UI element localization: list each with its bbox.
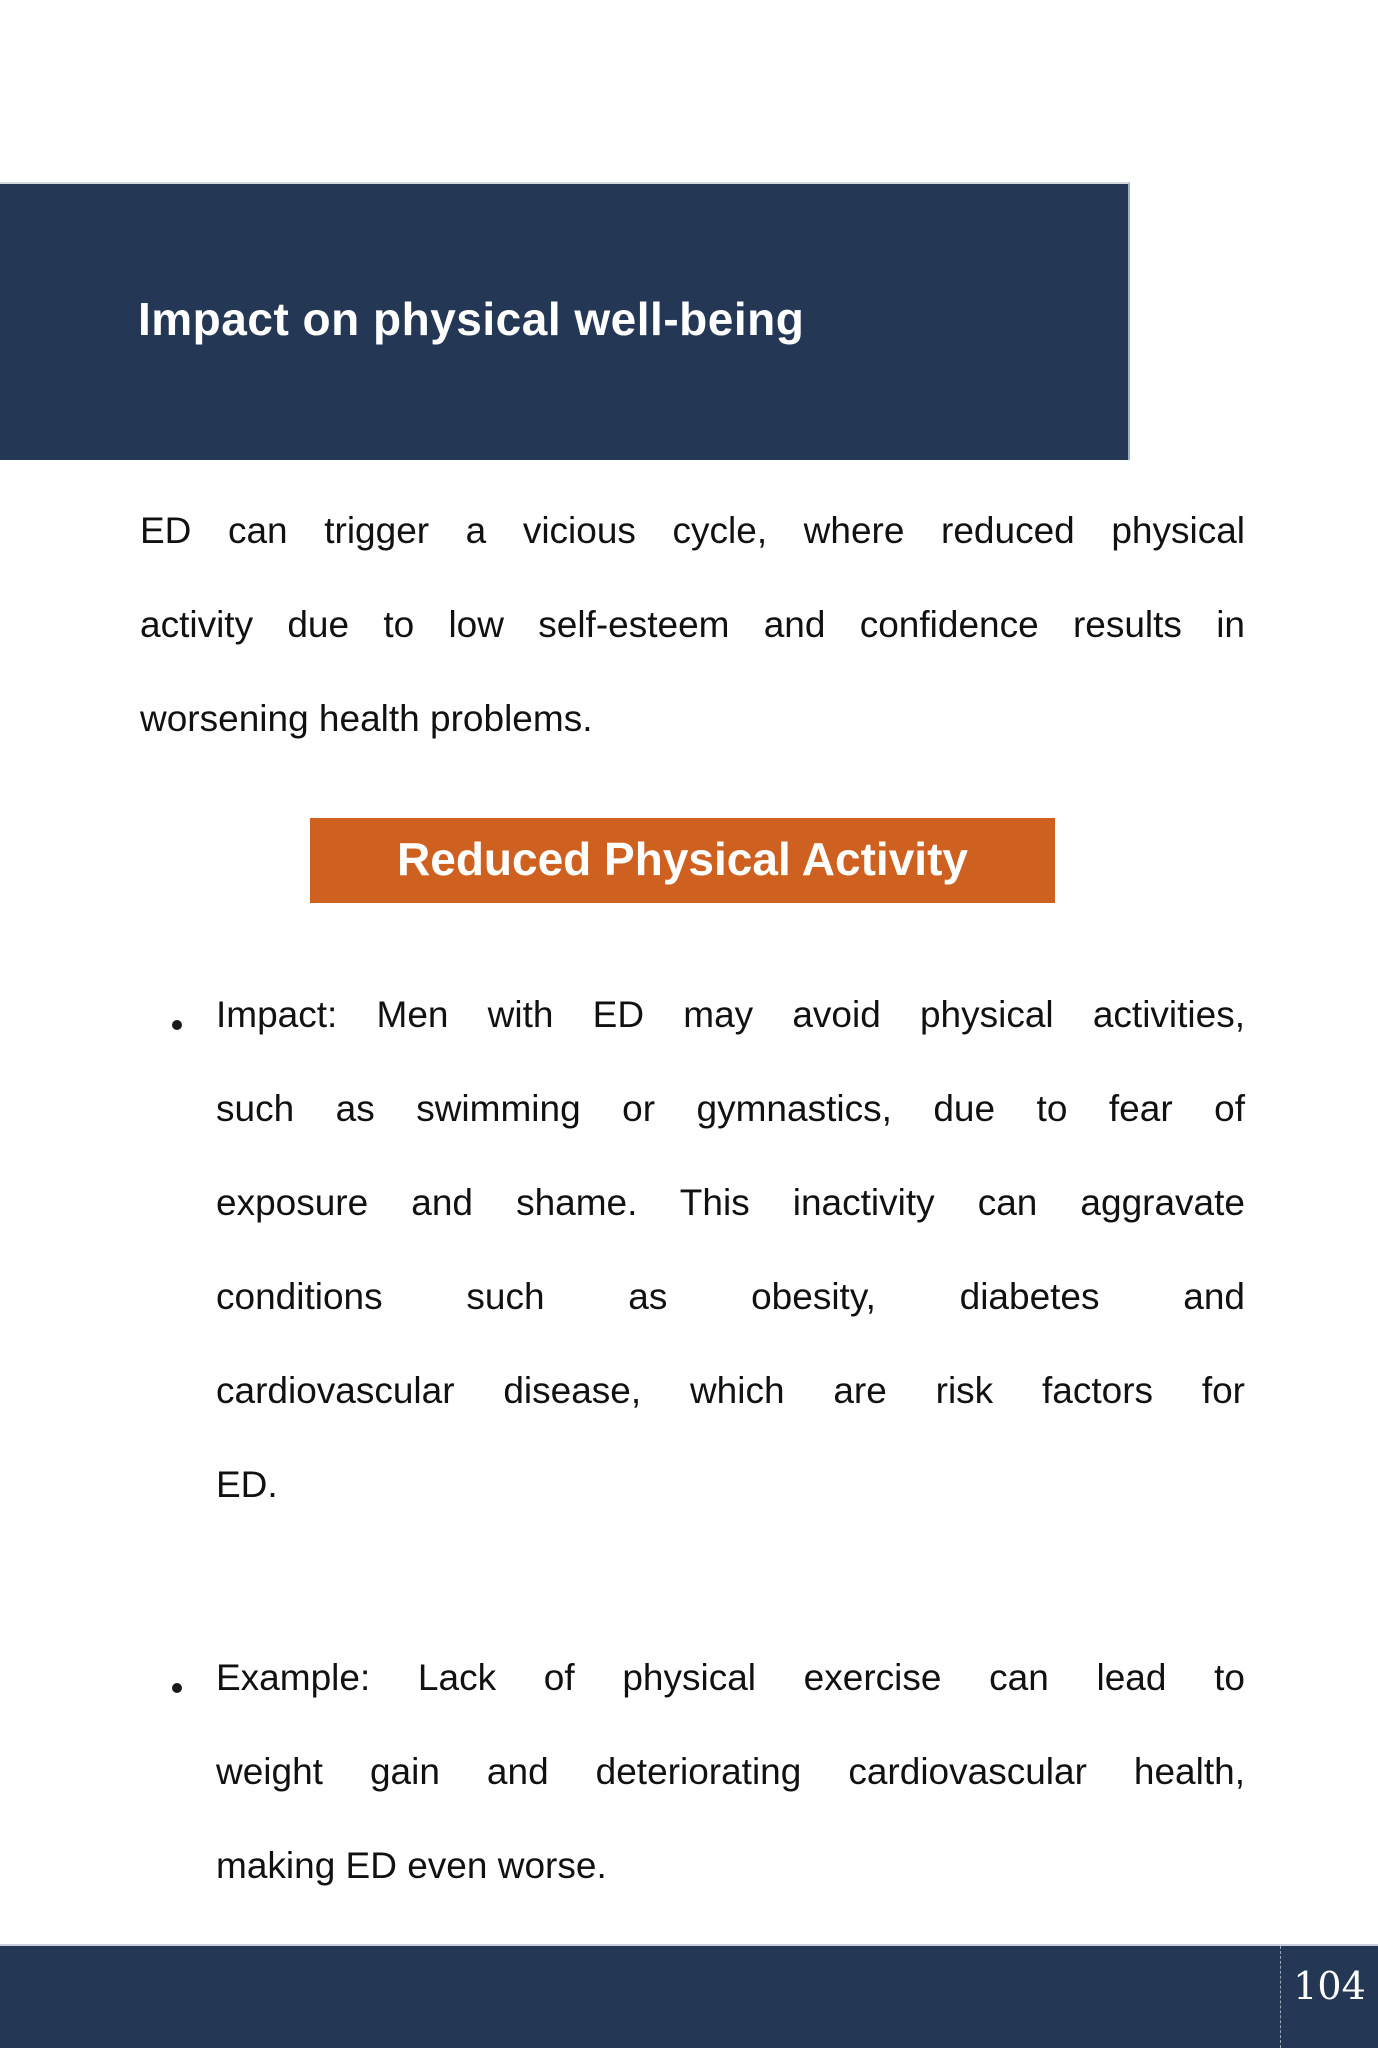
bullet-line: Impact: Men with ED may avoid physical activities,: [216, 994, 1245, 1035]
page-title: Impact on physical well-being: [138, 293, 805, 345]
bullet-line: ED.: [216, 1464, 278, 1505]
bullet-item-example: [140, 1631, 1245, 1913]
bullet-line: exposure and shame. This inactivity can aggravate: [216, 1182, 1245, 1223]
bullet-line: weight gain and deteriorating cardiovascular health,: [216, 1751, 1245, 1792]
bullet-item-impact: [140, 968, 1245, 1532]
bullet-text: [216, 968, 1245, 1532]
bullet-line: such as swimming or gymnastics, due to fear of: [216, 1088, 1245, 1129]
bullet-text: [216, 1631, 1245, 1913]
bullet-line: Example: Lack of physical exercise can lead to: [216, 1657, 1245, 1698]
page-number-cell: [1281, 1946, 1378, 2048]
intro-line: activity due to low self-esteem and confidence results in: [140, 604, 1245, 645]
intro-line: ED can trigger a vicious cycle, where reduced physical: [140, 510, 1245, 551]
section-banner: [310, 818, 1055, 903]
intro-line: worsening health problems.: [140, 698, 593, 739]
bullet-line: conditions such as obesity, diabetes and: [216, 1276, 1245, 1317]
bullet-dot-icon: [172, 1020, 182, 1030]
footer-bar: [0, 1944, 1378, 2048]
page-number: 104: [1293, 1964, 1366, 2008]
bullet-line: cardiovascular disease, which are risk factors for: [216, 1370, 1245, 1411]
bullet-line: making ED even worse.: [216, 1845, 607, 1886]
intro-paragraph: [140, 484, 1245, 766]
section-banner-label: Reduced Physical Activity: [397, 832, 968, 885]
header-banner: [0, 182, 1130, 460]
bullet-dot-icon: [172, 1683, 182, 1693]
